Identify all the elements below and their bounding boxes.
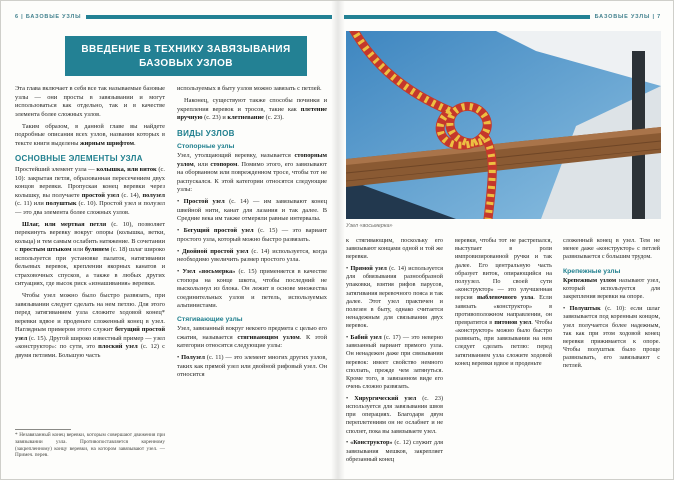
running-head-right-text: БАЗОВЫЕ УЗЛЫ | 7: [594, 14, 661, 20]
continuation-paragraph: к стягивающим, поскольку его завязывают концами одной и той же веревки.: [346, 237, 443, 261]
bullet-item: • Простой узел (с. 14) — им завязывают конец швейной нити, канат для лазания и так далее. В Средние века им также отмеряли равные интервалы.: [177, 198, 327, 223]
body-paragraph: Простейший элемент узла — колышка, или виток (с. 10): закрытая петля, образованная пересечением двух концов веревки. Пропуская конец веревки через колышку, вы получаете простой узел (с. 14), полузел (с. 11) или полуштык (с. 10). Простой узел и полузел — это два элемента более сложных узлов.: [15, 166, 165, 216]
left-page-column-1: [15, 85, 165, 459]
footnote-text: * Незавязанный конец веревки, которым совершают движения при завязывании узла. Противопоставляется коренному (закрепленному) концу веревки, на котором завязывают узел. — Примеч. перев.: [15, 432, 165, 459]
body-paragraph: Крепежным узлом называют узел, который используется для закрепления веревки на опоре.: [563, 277, 660, 301]
section-heading-knot-types: ВИДЫ УЗЛОВ: [177, 128, 235, 138]
running-head-right-rule: [344, 15, 590, 19]
body-paragraph: Наконец, существуют также способы починки и укрепления веревок и тросов, такие как плетение вручную (с. 23) и клетневание (с. 23).: [177, 97, 327, 122]
intro-paragraph: Эта глава включает в себя все так называемые базовые узлы — они просты в завязывании и могут использоваться как отдельно, так и в качестве элемента более сложных узлов.: [15, 85, 165, 118]
knot-photo: [346, 31, 661, 219]
bullet-item: • Полуштык (с. 10): если шлаг завязывается под коренным концом, узел получается более надежным, так как при этом ходовой конец веревки прижимается к опоре. Чтобы полуштык было проще развязывать, его завязывают с петлей.: [563, 305, 660, 370]
photo-caption: Узел «восьмерка»: [346, 223, 393, 229]
running-head-right: [344, 14, 661, 20]
running-head-left-rule: [86, 15, 332, 19]
running-head-left: [15, 14, 332, 20]
body-paragraph: Шлаг, или мертвая петля (с. 10), позволяет перекинуть веревку вокруг опоры (колышка, ветки, кольца) и тем самым ослабить натяжение. В сочетании с простым штыком или булинем (с. 18) шлаг широко используется при установке палаток, натягивании бельевых веревок, креплении якорных канатов и страховочных спусков, а также в любых других ситуациях, где высок риск «изнашивания» веревки.: [15, 220, 165, 288]
continuation-paragraph: веревки, чтобы тот не растрепался, выступает в роли импровизированной ручки и так далее. Его центральную часть образует виток, опирающийся на полуузел. По своей сути «конструктор» — это улучшенная версия выбленочного узла. Если завязать «конструктор» в противоположном направлении, он превратится в питонов узел. Чтобы «конструктор» можно было быстро развязать, при завязывании на нем следует сделать петлю: перед затягиванием узла сложите ходовой конец веревки вдвое и проденьте: [455, 237, 552, 367]
footnote: [15, 429, 165, 460]
column-text: [15, 85, 165, 364]
bullet-item: • Узел «восьмерка» (с. 15) применяется в качестве стопора на конце шкота, чтобы последний не выскользнул из блока. Он лежит в основе множества соединительных узлов и петель, используемых альпинистами.: [177, 268, 327, 310]
chapter-title-banner: [65, 36, 307, 76]
body-paragraph: Узел, завязанный вокруг некоего предмета с целью его сжатия, называется стягивающим узлом. К этой категории относятся следующие узлы:: [177, 325, 327, 350]
bullet-item: • «Конструктор» (с. 12) служит для завязывания мешков, закрепляет обрезанный конец: [346, 439, 443, 463]
bullet-item: • Хирургический узел (с. 23) используется для завязывания швов при операциях. Благодаря двум переплетениям он не ослабнет и не сползет, пока вы завязываете узел.: [346, 394, 443, 435]
body-paragraph: Чтобы узел можно было быстро развязать, при завязывании следует сделать на нем петлю. Для этого перед затягиванием узла сложите ходовой конец* веревки вдвое и проденьте сложенный конец в узел. Наглядным примером этого служит бегущий простой узел (с. 15). Другой широко известный пример — узел «конструктор»: по сути, это плоский узел (с. 12) с двумя петлями. Большую часть: [15, 292, 165, 359]
bullet-item: • Прямой узел (с. 14) используется для обвязывания разнообразной упаковки, взятия рифов парусов, затягивания веревочного пояса и так далее. Этот узел практичен и полезен в быту, однако считается ненадежным для связывания двух веревок.: [346, 265, 443, 330]
bullet-item: • Бегущий простой узел (с. 15) — это вариант простого узла, который можно быстро развязать.: [177, 227, 327, 243]
right-page-column-2: [455, 237, 552, 463]
right-page-column-3: [563, 237, 660, 463]
left-page-column-2: [177, 85, 327, 459]
intro-paragraph: Таким образом, в данной главе вы найдете подробные описания всех узлов, названия которых в тексте книги выделены жирным шрифтом.: [15, 122, 165, 147]
subsection-heading-binding-knots: Стягивающие узлы: [177, 315, 243, 323]
bullet-item: • Бабий узел (с. 17) — это неверно завязанный вариант прямого узла. Он ненадежен даже при связывании веревок: имеет свойство немного сползать, прежде чем затянуться. Кроме того, в завязанном виде его очень сложно развязать.: [346, 334, 443, 391]
continuation-paragraph: используемых в быту узлов можно завязать с петлей.: [177, 85, 322, 92]
subsection-heading-stopper-knots: Стопорные узлы: [177, 142, 235, 150]
subsection-heading-hitch-knots: Крепежные узлы: [563, 267, 621, 275]
bullet-item: • Двойной простой узел (с. 14) используется, когда необходимо увеличить размер простого узла.: [177, 247, 327, 264]
bullet-item: • Полузел (с. 11) — это элемент многих других узлов, таких как прямой узел или двойной рифовый узел. Он относится: [177, 354, 327, 379]
page-spine-shadow: [331, 1, 345, 479]
footnote-rule: [15, 429, 71, 430]
body-paragraph: Узел, утолщающий веревку, называется стопорным узлом, или стопором. Помимо этого, его завязывают на оборванном или поврежденном тросе, чтобы тот не распускался. К этой категории относятся следующие узлы:: [177, 152, 327, 194]
chapter-title-line1: ВВЕДЕНИЕ В ТЕХНИКУ ЗАВЯЗЫВАНИЯ: [81, 44, 291, 55]
chapter-title-line2: БАЗОВЫХ УЗЛОВ: [139, 57, 233, 69]
right-page-column-1: [346, 237, 443, 463]
running-head-left-text: 6 | БАЗОВЫЕ УЗЛЫ: [15, 14, 82, 20]
continuation-paragraph: сложенный конец в узел. Тем не менее даже «конструктор» с петлей развязывается с большим трудом.: [563, 237, 660, 261]
section-heading-knot-elements: ОСНОВНЫЕ ЭЛЕМЕНТЫ УЗЛА: [15, 154, 143, 164]
